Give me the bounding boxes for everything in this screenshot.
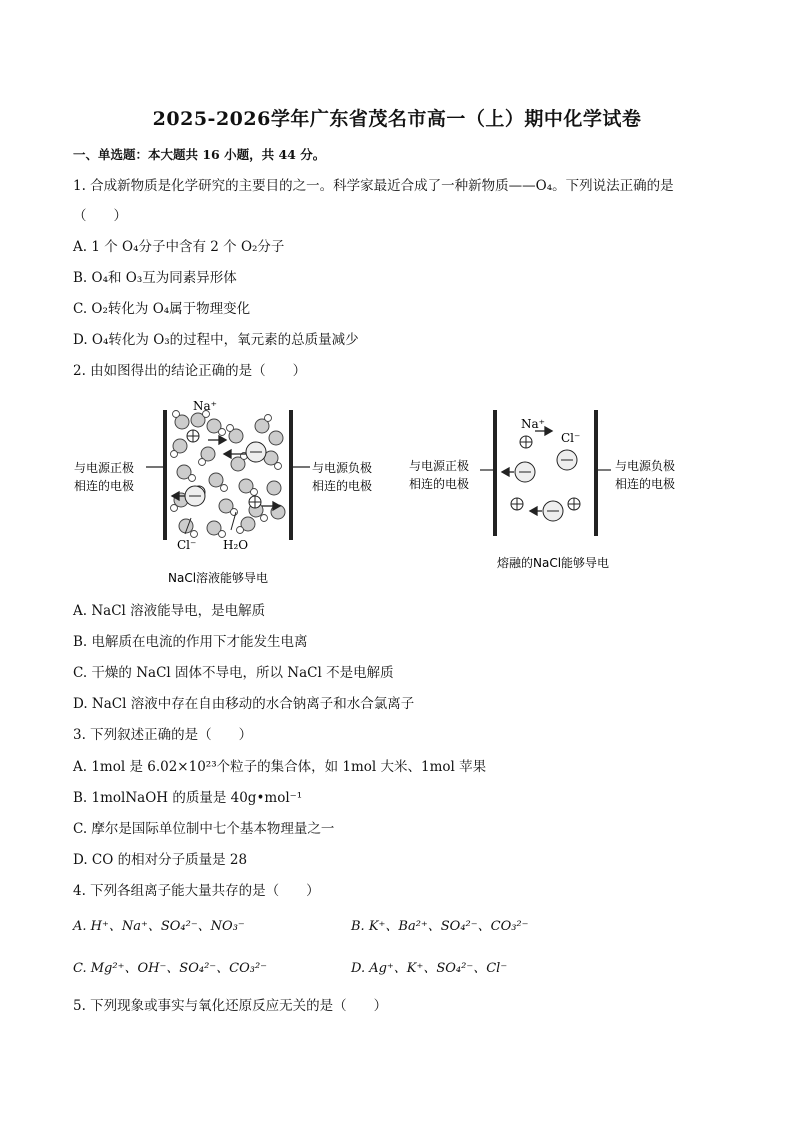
q4-option-c: C. Mg²⁺、OH⁻、SO₄²⁻、CO₃²⁻	[73, 961, 268, 976]
q1-stem: 1. 合成新物质是化学研究的主要目的之一。科学家最近合成了一种新物质——O₄。下列说法正确的是	[73, 178, 674, 194]
q1-option-a: A. 1 个 O₄分子中含有 2 个 O₂分子	[73, 239, 285, 255]
left-electrode-label-1: 与电源正极	[74, 461, 135, 475]
right-electrode	[594, 410, 598, 536]
q5-stem: 5. 下列现象或事实与氧化还原反应无关的是（ ）	[73, 998, 388, 1014]
q1-paren: （ ）	[73, 208, 127, 224]
q2-stem: 2. 由如图得出的结论正确的是（ ）	[73, 363, 307, 379]
right-electrode-label-2: 相连的电极	[312, 479, 373, 493]
right-electrode	[289, 410, 293, 540]
q4-option-d: D. Ag⁺、K⁺、SO₄²⁻、Cl⁻	[351, 961, 508, 976]
q4-option-b: B. K⁺、Ba²⁺、SO₄²⁻、CO₃²⁻	[351, 919, 529, 934]
q3-option-d: D. CO 的相对分子质量是 28	[73, 852, 248, 868]
figure-caption: 熔融的NaCl能够导电	[497, 556, 610, 570]
h2o-label: H₂O	[223, 538, 249, 552]
cl-label: Cl⁻	[561, 431, 581, 445]
q3-stem: 3. 下列叙述正确的是（ ）	[73, 727, 253, 743]
nacl-solution-figure	[66, 392, 396, 592]
q3-option-b: B. 1molNaOH 的质量是 40g•mol⁻¹	[73, 790, 303, 806]
figure-caption: NaCl溶液能够导电	[168, 571, 269, 585]
right-electrode-label-1: 与电源负极	[615, 459, 676, 473]
molten-nacl-figure	[404, 400, 704, 580]
cl-label: Cl⁻	[177, 538, 197, 552]
q4-option-a: A. H⁺、Na⁺、SO₄²⁻、NO₃⁻	[73, 919, 245, 934]
left-electrode-label-2: 相连的电极	[409, 477, 470, 491]
q1-option-d: D. O₄转化为 O₃的过程中，氧元素的总质量减少	[73, 332, 359, 348]
q2-option-d: D. NaCl 溶液中存在自由移动的水合钠离子和水合氯离子	[73, 696, 415, 712]
left-electrode	[493, 410, 497, 536]
q1-option-c: C. O₂转化为 O₄属于物理变化	[73, 301, 251, 317]
left-electrode-label-2: 相连的电极	[74, 479, 135, 493]
na-label: Na⁺	[193, 399, 217, 413]
section-heading: 一、单选题：本大题共 16 小题，共 44 分。	[73, 147, 326, 162]
page-title: 2025-2026学年广东省茂名市高一（上）期中化学试卷	[152, 108, 642, 130]
left-electrode-label-1: 与电源正极	[409, 459, 470, 473]
right-electrode-label-2: 相连的电极	[615, 477, 676, 491]
q2-option-c: C. 干燥的 NaCl 固体不导电，所以 NaCl 不是电解质	[73, 665, 394, 681]
q1-option-b: B. O₄和 O₃互为同素异形体	[73, 270, 237, 286]
left-electrode	[163, 410, 167, 540]
right-electrode-label-1: 与电源负极	[312, 461, 373, 475]
q2-option-a: A. NaCl 溶液能导电，是电解质	[73, 603, 266, 619]
q2-option-b: B. 电解质在电流的作用下才能发生电离	[73, 634, 308, 650]
q4-stem: 4. 下列各组离子能大量共存的是（ ）	[73, 883, 320, 899]
q3-option-a: A. 1mol 是 6.02×10²³个粒子的集合体，如 1mol 大米、1mol 苹果	[73, 759, 487, 775]
q3-option-c: C. 摩尔是国际单位制中七个基本物理量之一	[73, 821, 335, 837]
na-label: Na⁺	[521, 417, 545, 431]
